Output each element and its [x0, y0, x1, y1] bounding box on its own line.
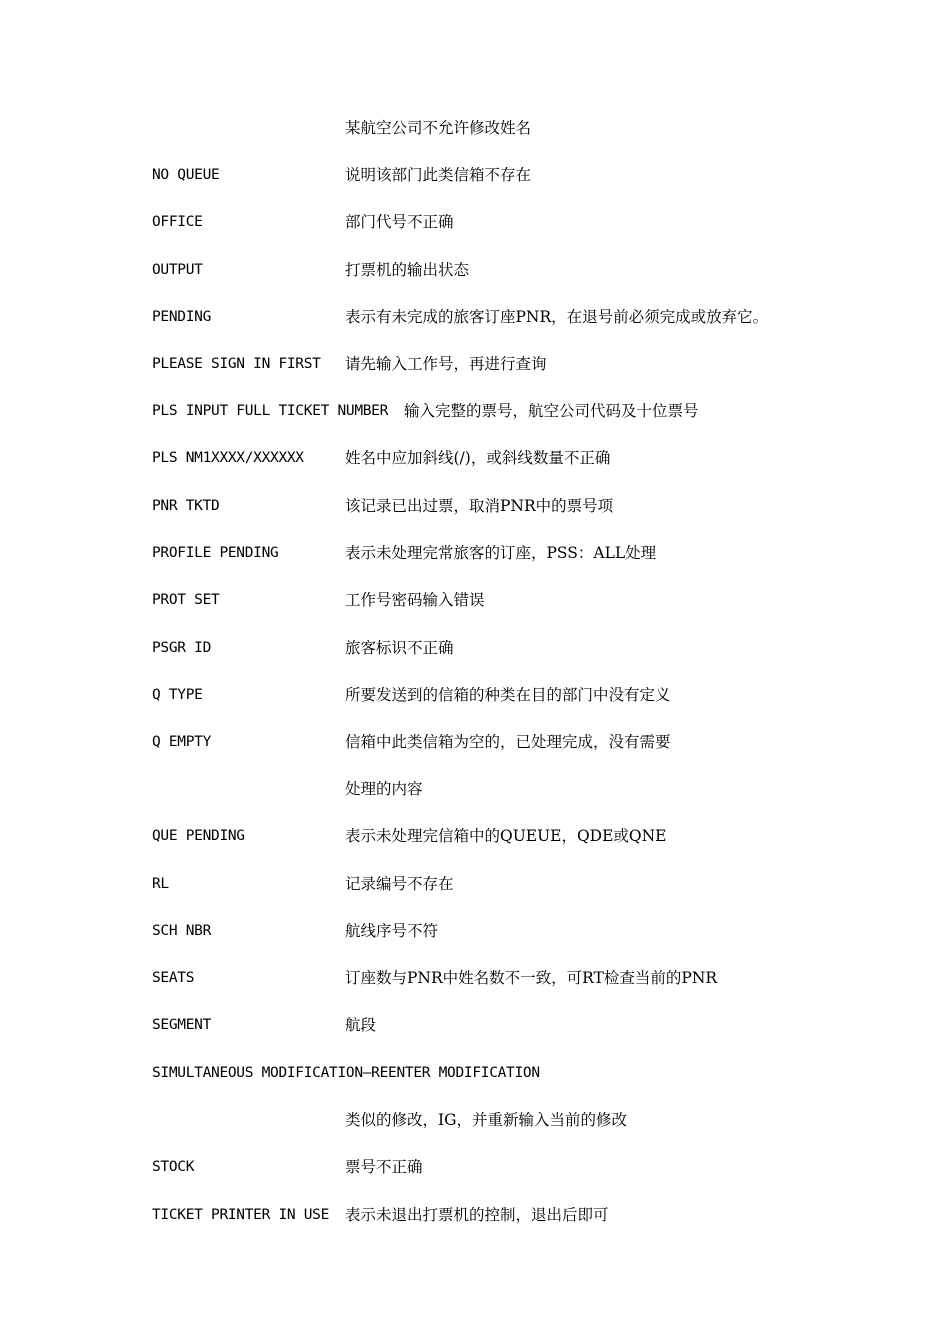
error-code: OFFICE — [152, 214, 203, 230]
entry-row — [152, 210, 852, 234]
error-description: 所要发送到的信箱的种类在目的部门中没有定义 — [345, 686, 671, 704]
error-description: 信箱中此类信箱为空的，已处理完成，没有需要 — [345, 733, 671, 751]
error-description: 旅客标识不正确 — [345, 639, 454, 657]
error-code: RL — [152, 876, 169, 892]
entry-row — [152, 541, 852, 565]
error-description: 工作号密码输入错误 — [345, 591, 485, 609]
entry-row — [152, 588, 852, 612]
entry-row — [152, 494, 852, 518]
entry-row — [152, 352, 852, 376]
entry-row — [152, 683, 852, 707]
entry-row — [152, 163, 852, 187]
error-description: 该记录已出过票，取消PNR中的票号项 — [345, 497, 614, 515]
entry-row — [152, 919, 852, 943]
entry-row — [152, 116, 852, 140]
error-code: PROT SET — [152, 592, 220, 608]
error-description: 请先输入工作号，再进行查询 — [345, 355, 547, 373]
error-description: 表示未处理完常旅客的订座，PSS：ALL处理 — [345, 544, 657, 562]
error-description: 部门代号不正确 — [345, 213, 454, 231]
error-description: 表示未退出打票机的控制，退出后即可 — [345, 1206, 609, 1224]
entry-row — [152, 1013, 852, 1037]
error-description: 打票机的输出状态 — [345, 261, 470, 279]
error-description: 票号不正确 — [345, 1158, 423, 1176]
error-description: 姓名中应加斜线(/)，或斜线数量不正确 — [345, 449, 611, 467]
entry-row — [152, 730, 852, 754]
error-code: PLS NM1XXXX/XXXXXX — [152, 450, 304, 466]
entry-row — [152, 305, 852, 329]
error-code: PROFILE PENDING — [152, 545, 279, 561]
error-description: 记录编号不存在 — [345, 875, 454, 893]
error-description: 输入完整的票号，航空公司代码及十位票号 — [404, 402, 699, 420]
error-code: Q EMPTY — [152, 734, 212, 750]
error-code: PLS INPUT FULL TICKET NUMBER — [152, 403, 389, 419]
error-code: SEATS — [152, 970, 195, 986]
error-code: OUTPUT — [152, 262, 203, 278]
error-code: QUE PENDING — [152, 828, 245, 844]
error-description: 某航空公司不允许修改姓名 — [345, 119, 532, 137]
error-description: 订座数与PNR中姓名数不一致，可RT检查当前的PNR — [345, 969, 718, 987]
entry-row — [152, 1203, 852, 1227]
error-code: SEGMENT — [152, 1017, 212, 1033]
entry-row — [152, 777, 852, 801]
error-description: 航线序号不符 — [345, 922, 439, 940]
error-code: SIMULTANEOUS MODIFICATION—REENTER MODIFICATION — [152, 1065, 540, 1081]
error-code: TICKET PRINTER IN USE — [152, 1207, 330, 1223]
entry-row — [152, 1155, 852, 1179]
error-description: 表示有未完成的旅客订座PNR，在退号前必须完成或放弃它。 — [345, 308, 769, 326]
entry-row — [152, 1108, 852, 1132]
error-code: PENDING — [152, 309, 212, 325]
error-description: 处理的内容 — [345, 780, 423, 798]
error-code: STOCK — [152, 1159, 195, 1175]
error-code: PLEASE SIGN IN FIRST — [152, 356, 321, 372]
entry-row — [152, 824, 852, 848]
entry-row — [152, 446, 852, 470]
error-code: NO QUEUE — [152, 167, 220, 183]
entry-row — [152, 636, 852, 660]
entry-row — [152, 966, 852, 990]
entry-row — [152, 1061, 852, 1085]
error-description: 类似的修改，IG，并重新输入当前的修改 — [345, 1111, 628, 1129]
error-code: PNR TKTD — [152, 498, 220, 514]
error-code: Q TYPE — [152, 687, 203, 703]
error-description: 表示未处理完信箱中的QUEUE，QDE或QNE — [345, 827, 667, 845]
entry-row — [152, 258, 852, 282]
error-code: PSGR ID — [152, 640, 212, 656]
error-description: 说明该部门此类信箱不存在 — [345, 166, 532, 184]
error-code: SCH NBR — [152, 923, 212, 939]
entry-row — [152, 399, 852, 423]
entry-row — [152, 872, 852, 896]
error-description: 航段 — [345, 1016, 377, 1034]
